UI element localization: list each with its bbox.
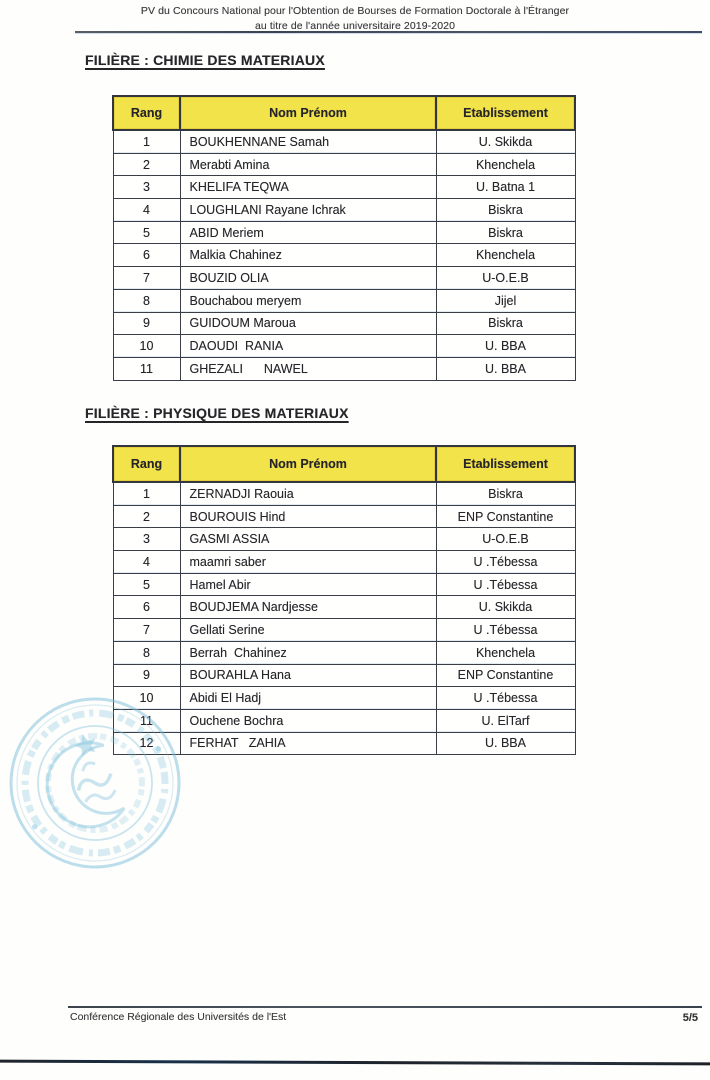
- table-row: [113, 596, 575, 619]
- etablissement-cell: Khenchela: [436, 641, 575, 664]
- rank-cell: 2: [113, 505, 180, 528]
- rank-cell: 5: [113, 221, 180, 244]
- etablissement-cell: Biskra: [436, 482, 575, 505]
- etablissement-cell: U .Tébessa: [436, 573, 575, 596]
- ranking-table-physique: [112, 445, 576, 755]
- name-cell: BOUKHENNANE Samah: [180, 130, 436, 153]
- name-cell: GHEZALI NAWEL: [180, 357, 436, 380]
- name-cell: FERHAT ZAHIA: [180, 732, 436, 755]
- rank-cell: 11: [113, 709, 180, 732]
- rank-cell: 7: [113, 619, 180, 642]
- rank-cell: 10: [113, 687, 180, 710]
- table-row: [113, 267, 575, 290]
- table-row: [113, 709, 575, 732]
- page-bottom-edge: [0, 1060, 710, 1065]
- name-cell: maamri saber: [180, 551, 436, 574]
- column-header-etablissement: Etablissement: [436, 96, 575, 130]
- name-cell: BOUDJEMA Nardjesse: [180, 596, 436, 619]
- header-divider: [75, 31, 702, 33]
- table-row: [113, 641, 575, 664]
- table-header-row: [113, 446, 575, 482]
- etablissement-cell: U. BBA: [436, 357, 575, 380]
- rank-cell: 4: [113, 199, 180, 222]
- table-row: [113, 528, 575, 551]
- table-row: [113, 199, 575, 222]
- etablissement-cell: Khenchela: [436, 153, 575, 176]
- etablissement-cell: Biskra: [436, 221, 575, 244]
- table-row: [113, 312, 575, 335]
- table-row: [113, 153, 575, 176]
- rank-cell: 1: [113, 482, 180, 505]
- etablissement-cell: U .Tébessa: [436, 687, 575, 710]
- etablissement-cell: Khenchela: [436, 244, 575, 267]
- column-header-nom: Nom Prénom: [180, 446, 436, 482]
- column-header-etablissement: Etablissement: [436, 446, 575, 482]
- table-row: [113, 687, 575, 710]
- table-row: [113, 221, 575, 244]
- rank-cell: 3: [113, 528, 180, 551]
- name-cell: DAOUDI RANIA: [180, 335, 436, 358]
- etablissement-cell: Biskra: [436, 199, 575, 222]
- table-row: [113, 732, 575, 755]
- name-cell: Abidi El Hadj: [180, 687, 436, 710]
- name-cell: Bouchabou meryem: [180, 289, 436, 312]
- etablissement-cell: Jijel: [436, 289, 575, 312]
- header-line-2: au titre de l'année universitaire 2019-2020: [254, 19, 456, 32]
- rank-cell: 7: [113, 267, 180, 290]
- table-row: [113, 176, 575, 199]
- rank-cell: 10: [113, 335, 180, 358]
- table-row: [113, 551, 575, 574]
- rank-cell: 8: [113, 289, 180, 312]
- table-row: [113, 289, 575, 312]
- name-cell: Merabti Amina: [180, 153, 436, 176]
- rank-cell: 6: [113, 596, 180, 619]
- rank-cell: 6: [113, 244, 180, 267]
- column-header-nom: Nom Prénom: [180, 96, 436, 130]
- etablissement-cell: ENP Constantine: [436, 505, 575, 528]
- name-cell: Hamel Abir: [180, 573, 436, 596]
- footer-text: Conférence Régionale des Universités de l'Est: [70, 1011, 287, 1023]
- name-cell: KHELIFA TEQWA: [180, 176, 436, 199]
- etablissement-cell: U-O.E.B: [436, 528, 575, 551]
- table-row: [113, 130, 575, 153]
- name-cell: Berrah Chahinez: [180, 641, 436, 664]
- table-header-row: [113, 96, 575, 130]
- rank-cell: 8: [113, 641, 180, 664]
- rank-cell: 5: [113, 573, 180, 596]
- name-cell: GASMI ASSIA: [180, 528, 436, 551]
- etablissement-cell: U-O.E.B: [436, 267, 575, 290]
- name-cell: Ouchene Bochra: [180, 709, 436, 732]
- table-row: [113, 619, 575, 642]
- rank-cell: 2: [113, 153, 180, 176]
- name-cell: LOUGHLANI Rayane Ichrak: [180, 199, 436, 222]
- name-cell: Malkia Chahinez: [180, 244, 436, 267]
- page-number: 5/5: [682, 1012, 698, 1024]
- name-cell: ABID Meriem: [180, 221, 436, 244]
- name-cell: Gellati Serine: [180, 619, 436, 642]
- etablissement-cell: U .Tébessa: [436, 619, 575, 642]
- etablissement-cell: U .Tébessa: [436, 551, 575, 574]
- rank-cell: 9: [113, 664, 180, 687]
- column-header-rang: Rang: [113, 96, 180, 130]
- table-row: [113, 244, 575, 267]
- table-row: [113, 482, 575, 505]
- table-row: [113, 505, 575, 528]
- rank-cell: 12: [113, 732, 180, 755]
- name-cell: ZERNADJI Raouia: [180, 482, 436, 505]
- table-row: [113, 573, 575, 596]
- etablissement-cell: U. Skikda: [436, 596, 575, 619]
- etablissement-cell: ENP Constantine: [436, 664, 575, 687]
- document-header: [0, 4, 710, 33]
- etablissement-cell: U. Batna 1: [436, 176, 575, 199]
- rank-cell: 4: [113, 551, 180, 574]
- table-row: [113, 664, 575, 687]
- footer-divider: [68, 1006, 702, 1008]
- column-header-rang: Rang: [113, 446, 180, 482]
- name-cell: BOUZID OLIA: [180, 267, 436, 290]
- rank-cell: 11: [113, 357, 180, 380]
- name-cell: GUIDOUM Maroua: [180, 312, 436, 335]
- section-title-chimie: FILIÈRE : CHIMIE DES MATERIAUX: [85, 52, 325, 68]
- etablissement-cell: U. Skikda: [436, 130, 575, 153]
- rank-cell: 9: [113, 312, 180, 335]
- etablissement-cell: U. ElTarf: [436, 709, 575, 732]
- ranking-table-chimie: [112, 95, 576, 381]
- name-cell: BOURAHLA Hana: [180, 664, 436, 687]
- etablissement-cell: U. BBA: [436, 732, 575, 755]
- etablissement-cell: Biskra: [436, 312, 575, 335]
- table-row: [113, 335, 575, 358]
- section-title-physique: FILIÈRE : PHYSIQUE DES MATERIAUX: [85, 405, 349, 421]
- table-row: [113, 357, 575, 380]
- name-cell: BOUROUIS Hind: [180, 505, 436, 528]
- etablissement-cell: U. BBA: [436, 335, 575, 358]
- rank-cell: 1: [113, 130, 180, 153]
- rank-cell: 3: [113, 176, 180, 199]
- header-line-1: PV du Concours National pour l'Obtention de Bourses de Formation Doctorale à l'Étranger: [140, 5, 570, 17]
